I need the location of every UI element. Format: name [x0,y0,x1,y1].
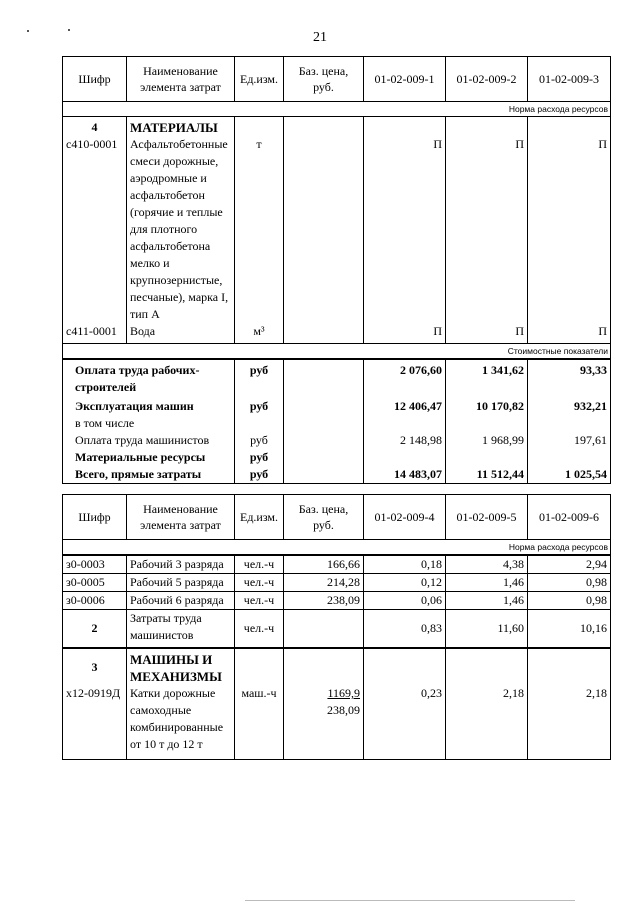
cost-row [63,432,611,449]
header-code-col-3: 01-02-009-3 [528,57,611,102]
item-code: з0-0003 [63,555,127,574]
item-name: Асфальтобетонные смеси дорожные, аэродромные и асфальтобетон (горячие и теплые для плотного асфальтобетона мелко и крупнозернистые, песчаные), марка I, тип А [127,136,235,323]
scan-edge-line [245,900,575,901]
item-value: 2,18 [446,685,528,760]
item-unit: чел.-ч [235,555,284,574]
section-number: 3 [63,648,127,685]
cost-value: 197,61 [528,432,611,449]
item-value: 0,23 [364,685,446,760]
section-row [63,648,611,685]
header-unit: Ед.изм. [235,57,284,102]
header-price: Баз. цена, руб. [284,495,364,540]
cost-name: Оплата труда рабочих-строителей [63,359,235,396]
cost-row [63,449,611,466]
resource-table-machines [62,494,611,760]
cost-name: Эксплуатация машин [75,399,194,413]
cost-unit: руб [235,432,284,449]
cost-row [63,359,611,396]
item-name: Катки дорожные самоходные комбинированные от 10 т до 12 т [127,685,235,760]
item-value: 1,46 [446,592,528,610]
header-code-col-6: 01-02-009-6 [528,495,611,540]
item-unit: т [235,136,284,323]
band-row [63,344,611,360]
table-row [63,685,611,760]
cost-value: 1 968,99 [446,432,528,449]
cost-value: 932,21 [528,396,611,432]
cost-value: 93,33 [528,359,611,396]
table-row [63,555,611,574]
page-number: 21 [313,30,327,45]
cost-value: 1 341,62 [446,359,528,396]
item-price: 166,66 [284,555,364,574]
cost-name: Всего, прямые затраты [63,466,235,484]
item-code: х12-0919Д [63,685,127,760]
header-name: Наименование элемента затрат [127,495,235,540]
cost-value: 11 512,44 [446,466,528,484]
cost-row [63,396,611,432]
cost-value: 14 483,07 [364,466,446,484]
header-code: Шифр [63,57,127,102]
summary-value: 11,60 [446,610,528,649]
item-value: П [364,323,446,344]
band-row [63,540,611,556]
item-price-secondary: 238,09 [327,703,360,717]
table-row [63,592,611,610]
summary-name: Затраты труда машинистов [127,610,235,649]
band-cost: Стоимостные показатели [63,344,611,360]
item-value: П [364,136,446,323]
item-name: Вода [127,323,235,344]
table-header-row [63,495,611,540]
item-value: П [446,323,528,344]
band-row [63,102,611,117]
item-price: 214,28 [284,574,364,592]
item-unit: чел.-ч [235,574,284,592]
table-row [63,323,611,344]
cost-unit: руб [235,359,284,396]
cost-value: 1 025,54 [528,466,611,484]
item-value: 0,98 [528,574,611,592]
item-value: 4,38 [446,555,528,574]
cost-unit: руб [235,466,284,484]
summary-row [63,610,611,649]
band-norm: Норма расхода ресурсов [63,540,611,556]
header-name: Наименование элемента затрат [127,57,235,102]
cost-name: Материальные ресурсы [63,449,235,466]
table-header-row [63,57,611,102]
item-value: 0,12 [364,574,446,592]
table-row [63,574,611,592]
header-price: Баз. цена, руб. [284,57,364,102]
table-row [63,136,611,323]
cost-subtitle: в том числе [75,416,135,430]
item-value: 1,46 [446,574,528,592]
resource-table-materials [62,56,611,484]
item-value: П [446,136,528,323]
item-value: 2,94 [528,555,611,574]
item-value: 2,18 [528,685,611,760]
item-unit: м³ [235,323,284,344]
summary-value: 10,16 [528,610,611,649]
item-value: П [528,323,611,344]
cost-value: 2 148,98 [364,432,446,449]
item-value: П [528,136,611,323]
item-unit: маш.-ч [235,685,284,760]
section-title: МАШИНЫ И МЕХАНИЗМЫ [127,648,235,685]
cost-row [63,466,611,484]
item-value: 0,06 [364,592,446,610]
section-number: 2 [63,610,127,649]
cost-value: 10 170,82 [446,396,528,432]
item-name: Рабочий 5 разряда [127,574,235,592]
cost-name: Оплата труда машинистов [63,432,235,449]
header-code: Шифр [63,495,127,540]
summary-unit: чел.-ч [235,610,284,649]
header-code-col-2: 01-02-009-2 [446,57,528,102]
section-number: 4 [63,117,127,137]
item-price: 1169,9 [327,686,360,700]
item-name: Рабочий 6 разряда [127,592,235,610]
item-code: з0-0005 [63,574,127,592]
item-value: 0,18 [364,555,446,574]
header-unit: Ед.изм. [235,495,284,540]
item-value: 0,98 [528,592,611,610]
item-name: Рабочий 3 разряда [127,555,235,574]
header-code-col-4: 01-02-009-4 [364,495,446,540]
cost-unit: руб [235,449,284,466]
item-unit: чел.-ч [235,592,284,610]
item-code: з0-0006 [63,592,127,610]
header-code-col-5: 01-02-009-5 [446,495,528,540]
cost-unit: руб [235,396,284,432]
item-code: с411-0001 [63,323,127,344]
summary-value: 0,83 [364,610,446,649]
item-price: 238,09 [284,592,364,610]
section-row [63,117,611,137]
cost-value: 12 406,47 [364,396,446,432]
section-title: МАТЕРИАЛЫ [127,117,235,137]
band-norm: Норма расхода ресурсов [63,102,611,117]
item-code: с410-0001 [63,136,127,323]
cost-value: 2 076,60 [364,359,446,396]
header-code-col-1: 01-02-009-1 [364,57,446,102]
